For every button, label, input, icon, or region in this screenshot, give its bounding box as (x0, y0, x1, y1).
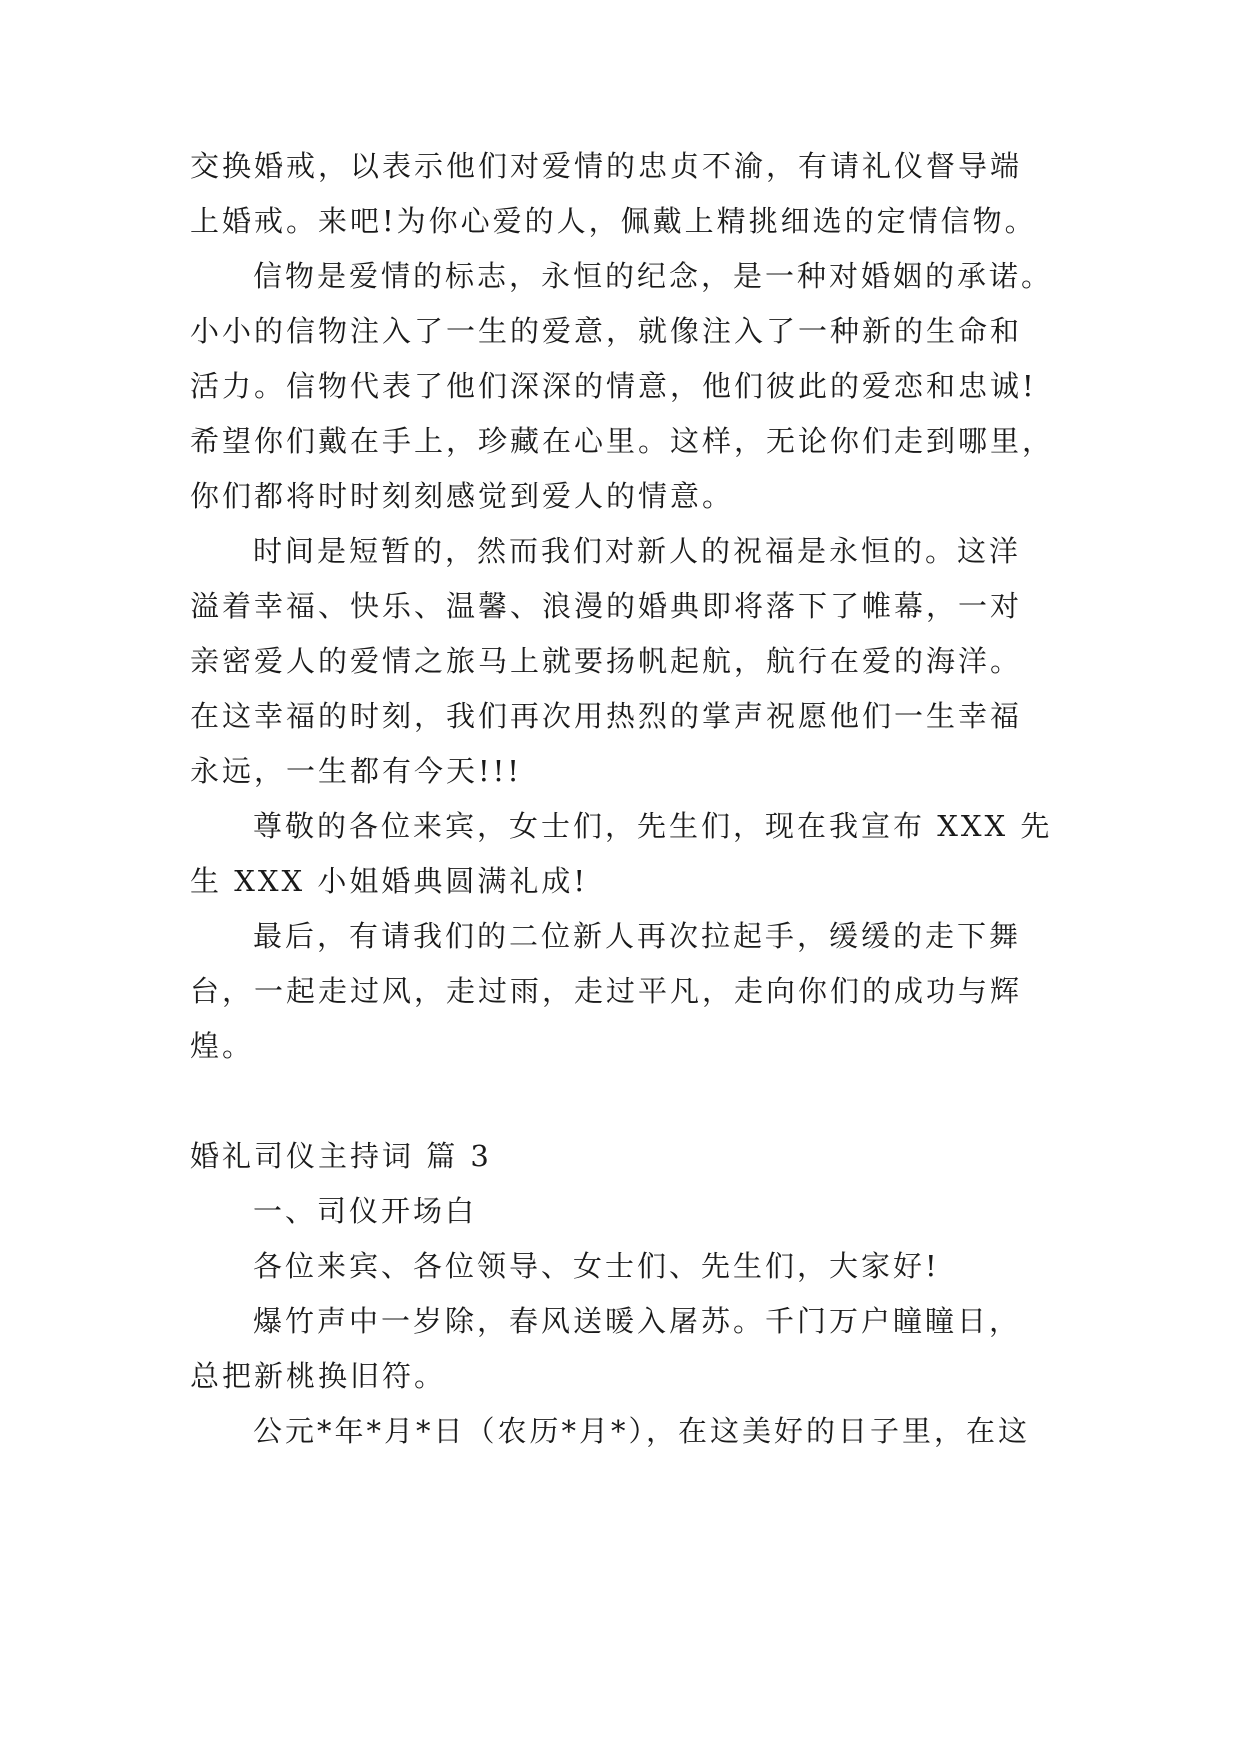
text-line: 永远，一生都有今天!!! (190, 754, 522, 788)
text-line: 信物是爱情的标志，永恒的纪念，是一种对婚姻的承诺。 (253, 259, 1054, 293)
text-line: 生 XXX 小姐婚典圆满礼成! (190, 864, 589, 898)
text-line: 交换婚戒，以表示他们对爱情的忠贞不渝，有请礼仪督导端 (190, 149, 1023, 183)
section-heading: 婚礼司仪主持词 篇 3 (190, 1139, 492, 1173)
text-line: 小小的信物注入了一生的爱意，就像注入了一种新的生命和 (190, 314, 1023, 348)
text-line: 煌。 (190, 1029, 255, 1063)
text-line: 希望你们戴在手上，珍藏在心里。这样，无论你们走到哪里， (190, 424, 1055, 458)
text-line: 爆竹声中一岁除，春风送暖入屠苏。千门万户瞳瞳日， (253, 1304, 1022, 1338)
text-line: 活力。信物代表了他们深深的情意，他们彼此的爱恋和忠诚! (190, 369, 1037, 403)
text-line: 时间是短暂的，然而我们对新人的祝福是永恒的。这洋 (253, 534, 1022, 568)
text-line: 溢着幸福、快乐、温馨、浪漫的婚典即将落下了帷幕，一对 (190, 589, 1023, 623)
text-line: 一、司仪开场白 (253, 1194, 478, 1228)
text-line: 上婚戒。来吧!为你心爱的人，佩戴上精挑细选的定情信物。 (190, 204, 1037, 238)
text-line: 亲密爱人的爱情之旅马上就要扬帆起航，航行在爱的海洋。 (190, 644, 1023, 678)
text-line: 你们都将时时刻刻感觉到爱人的情意。 (190, 479, 735, 513)
text-line: 公元*年*月*日（农历*月*），在这美好的日子里，在这 (253, 1414, 1031, 1448)
text-line: 在这幸福的时刻，我们再次用热烈的掌声祝愿他们一生幸福 (190, 699, 1023, 733)
text-line: 最后，有请我们的二位新人再次拉起手，缓缓的走下舞 (253, 919, 1022, 953)
text-line: 台，一起走过风，走过雨，走过平凡，走向你们的成功与辉 (190, 974, 1023, 1008)
text-line: 尊敬的各位来宾，女士们，先生们，现在我宣布 XXX 先 (253, 809, 1053, 843)
text-line: 总把新桃换旧符。 (190, 1359, 447, 1393)
text-line: 各位来宾、各位领导、女士们、先生们，大家好! (253, 1249, 940, 1283)
